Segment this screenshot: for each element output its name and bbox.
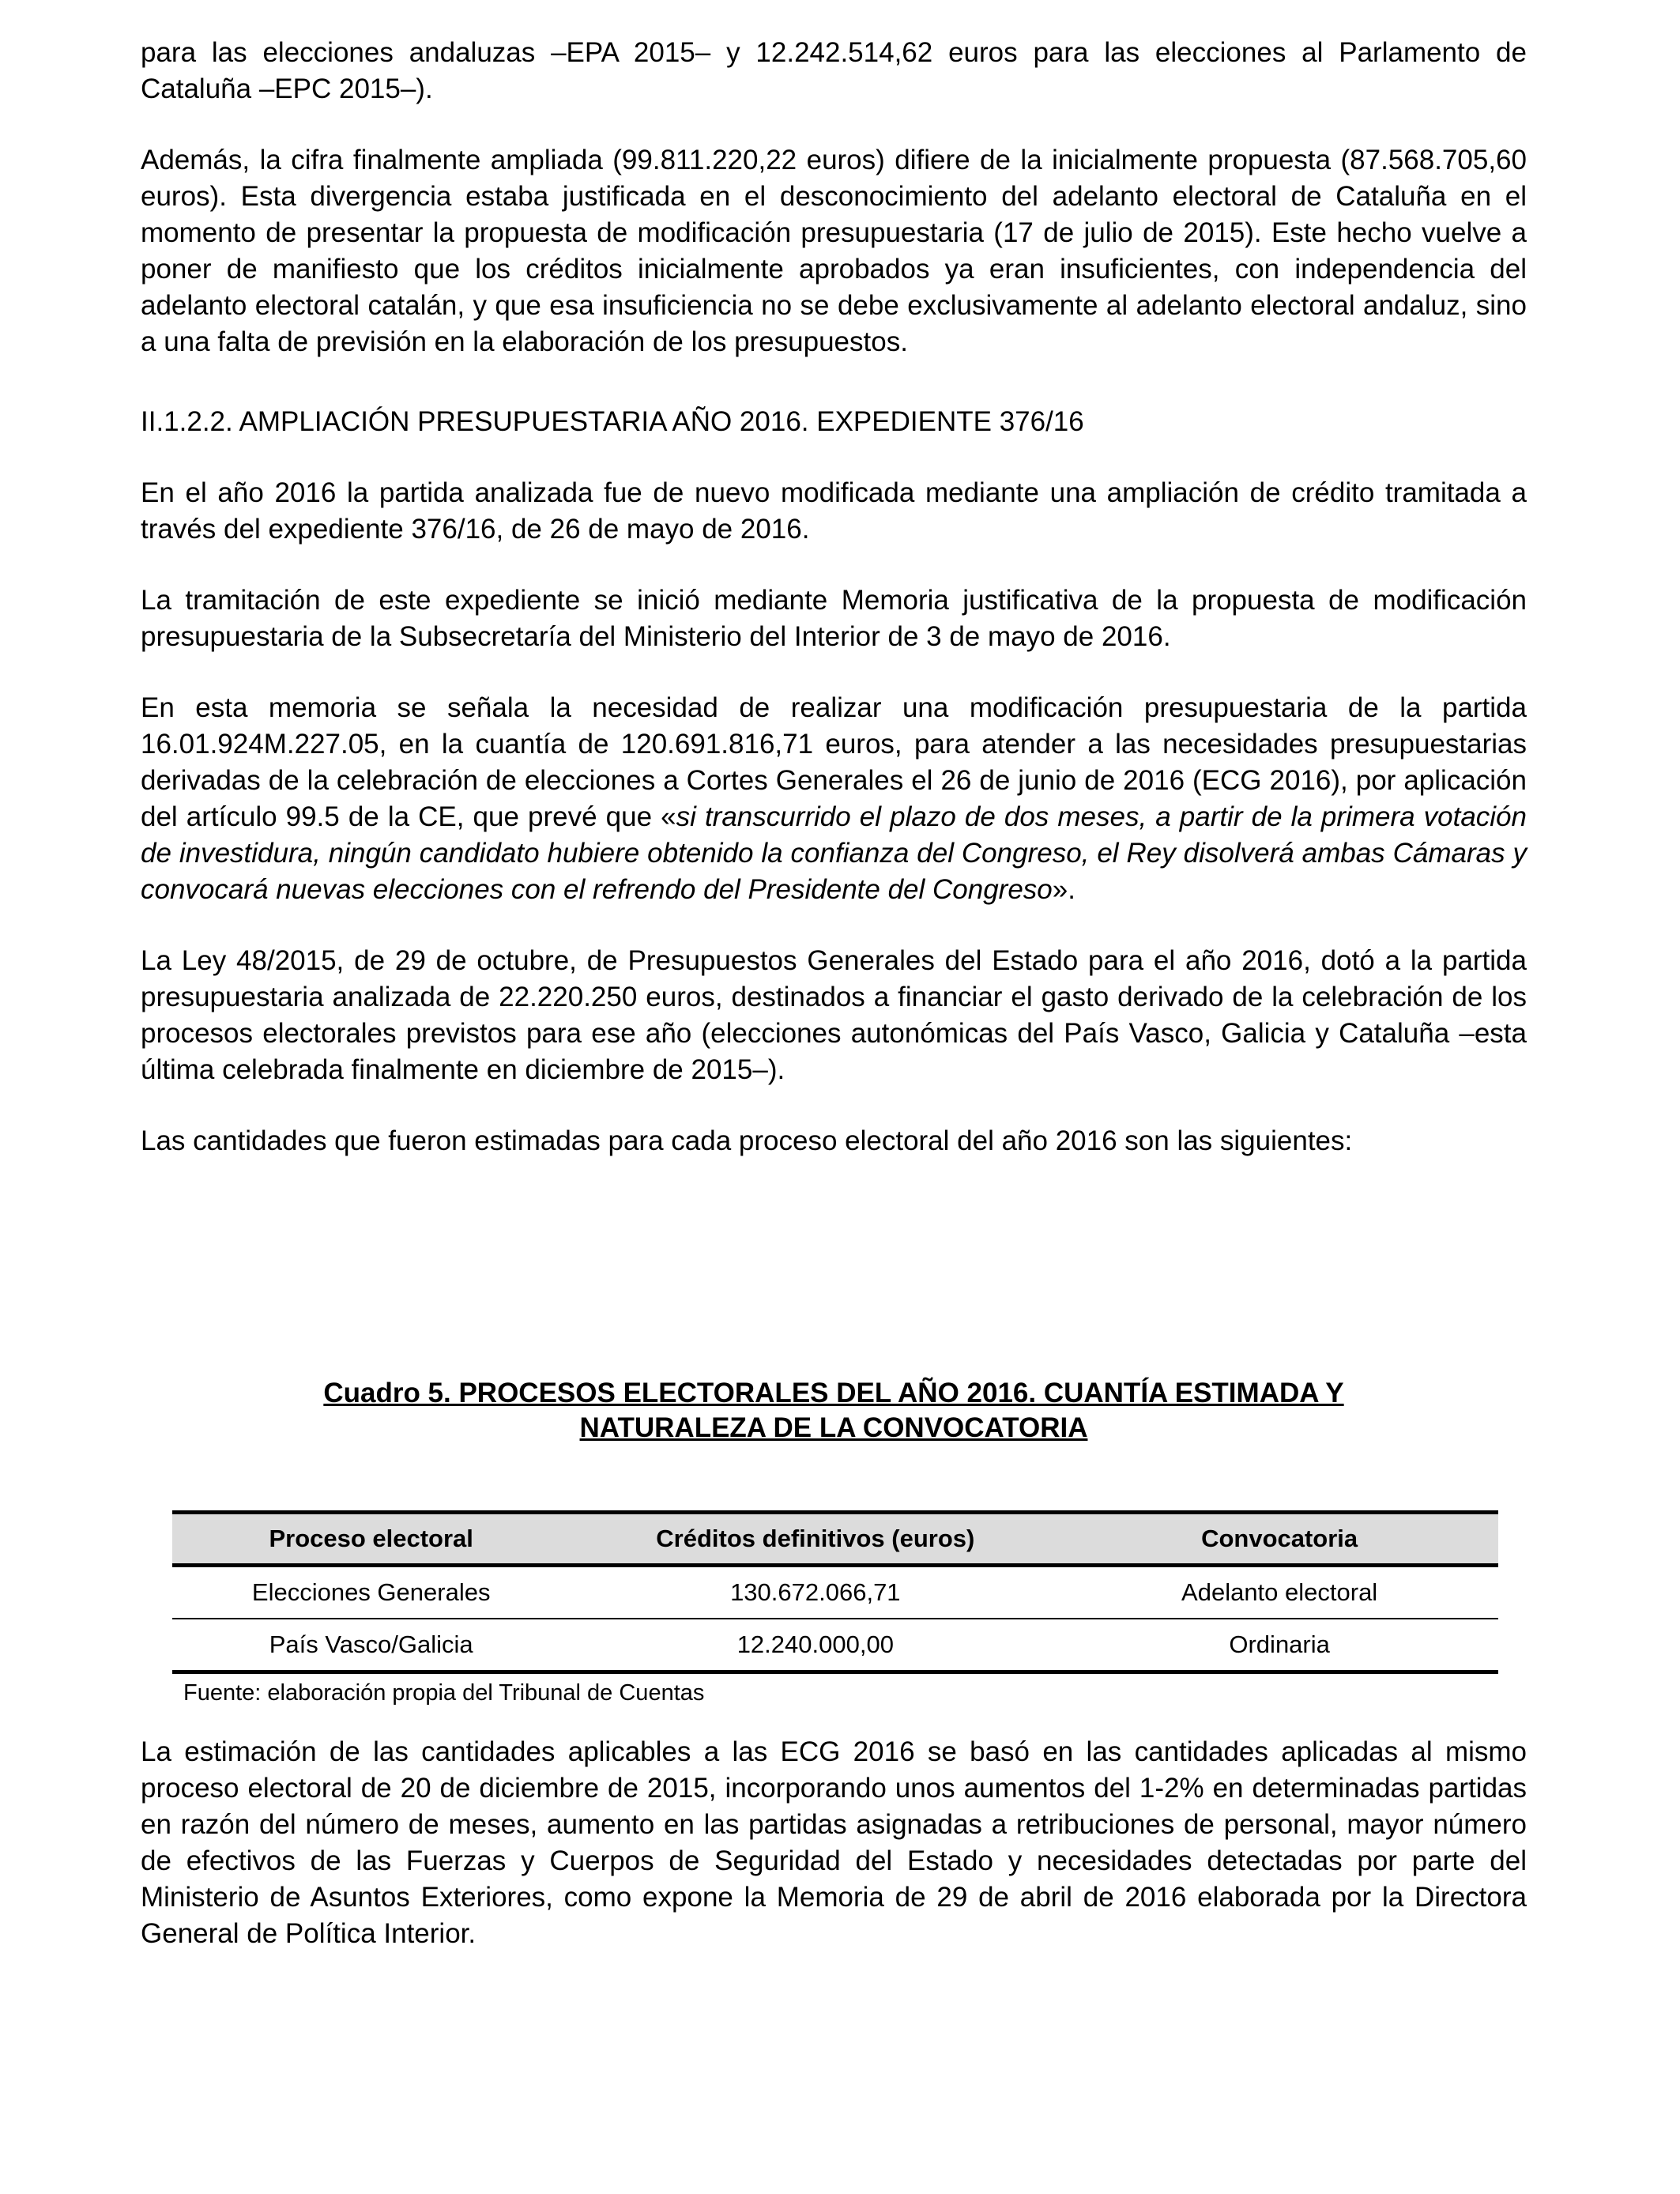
paragraph: Las cantidades que fueron estimadas para cada proceso electoral del año 2016 son las siguientes: [141, 1125, 1353, 1156]
table-source: Fuente: elaboración propia del Tribunal de Cuentas [183, 1680, 705, 1706]
column-header: Proceso electoral [172, 1513, 570, 1566]
table-caption-line: Cuadro 5. PROCESOS ELECTORALES DEL AÑO 2016. CUANTÍA ESTIMADA Y [323, 1378, 1344, 1408]
paragraph-text: En esta memoria se señala la necesidad de realizar una modificación presupuestaria de la partida 16.01.924M.227.05, en la cuantía de 120.691.816,71 euros, para atender a las necesidades presupuestarias derivadas de la celebración de elecciones a Cortes Generales el 26 de junio de 2016 (ECG 2016), por aplicación del artículo 99.5 de la CE, que prevé que « [141, 692, 1527, 832]
section-heading: II.1.2.2. AMPLIACIÓN PRESUPUESTARIA AÑO 2016. EXPEDIENTE 376/16 [141, 406, 1084, 437]
paragraph: La estimación de las cantidades aplicables a las ECG 2016 se basó en las cantidades aplicadas al mismo proceso electoral de 20 de diciembre de 2015, incorporando unos aumentos del 1-2% en determinadas partidas en razón del número de meses, aumento en las partidas asignadas a retribuciones de personal, mayor número de efectivos de las Fuerzas y Cuerpos de Seguridad del Estado y necesidades detectadas por parte del Ministerio de Asuntos Exteriores, como expone la Memoria de 29 de abril de 2016 elaborada por la Directora General de Política Interior. [141, 1736, 1527, 1949]
table-cell: Adelanto electoral [1060, 1566, 1498, 1619]
table-cell: 130.672.066,71 [570, 1566, 1060, 1619]
table-cell: Elecciones Generales [172, 1566, 570, 1619]
electoral-processes-table [172, 1510, 1498, 1674]
table-caption-line: NATURALEZA DE LA CONVOCATORIA [579, 1412, 1088, 1443]
document-page [141, 35, 1527, 1952]
paragraph-text: ». [1052, 874, 1075, 905]
table-caption [233, 1376, 1434, 1446]
column-header: Convocatoria [1060, 1513, 1498, 1566]
table-cell: Ordinaria [1060, 1619, 1498, 1672]
table-row [172, 1566, 1498, 1619]
paragraph: La tramitación de este expediente se inició mediante Memoria justificativa de la propuesta de modificación presupuestaria de la Subsecretaría del Ministerio del Interior de 3 de mayo de 2016. [141, 585, 1527, 652]
table-header-row [172, 1513, 1498, 1566]
paragraph: La Ley 48/2015, de 29 de octubre, de Presupuestos Generales del Estado para el año 2016, dotó a la partida presupuestaria analizada de 22.220.250 euros, destinados a financiar el gasto derivado de la celebración de los procesos electorales previstos para ese año (elecciones autonómicas del País Vasco, Galicia y Cataluña –esta última celebrada finalmente en diciembre de 2015–). [141, 945, 1527, 1085]
column-header: Créditos definitivos (euros) [570, 1513, 1060, 1566]
constitution-quote: si transcurrido el plazo de dos meses, a partir de la primera votación de investidura, ningún candidato hubiere obtenido la confianza del Congreso, el Rey disolverá ambas Cámaras y convocará nuevas elecciones con el refrendo del Presidente del Congreso [141, 801, 1527, 905]
table-row [172, 1619, 1498, 1672]
paragraph: En el año 2016 la partida analizada fue de nuevo modificada mediante una ampliación de crédito tramitada a través del expediente 376/16, de 26 de mayo de 2016. [141, 477, 1527, 545]
paragraph: para las elecciones andaluzas –EPA 2015– y 12.242.514,62 euros para las elecciones al Parlamento de Cataluña –EPC 2015–). [141, 37, 1527, 104]
table-cell: 12.240.000,00 [570, 1619, 1060, 1672]
paragraph-with-quote [141, 690, 1527, 908]
table-cell: País Vasco/Galicia [172, 1619, 570, 1672]
paragraph: Además, la cifra finalmente ampliada (99.811.220,22 euros) difiere de la inicialmente propuesta (87.568.705,60 euros). Esta divergencia estaba justificada en el desconocimiento del adelanto electoral de Cataluña en el momento de presentar la propuesta de modificación presupuestaria (17 de julio de 2015). Este hecho vuelve a poner de manifiesto que los créditos inicialmente aprobados ya eran insuficientes, con independencia del adelanto electoral catalán, y que esa insuficiencia no se debe exclusivamente al adelanto electoral andaluz, sino a una falta de previsión en la elaboración de los presupuestos. [141, 145, 1527, 357]
